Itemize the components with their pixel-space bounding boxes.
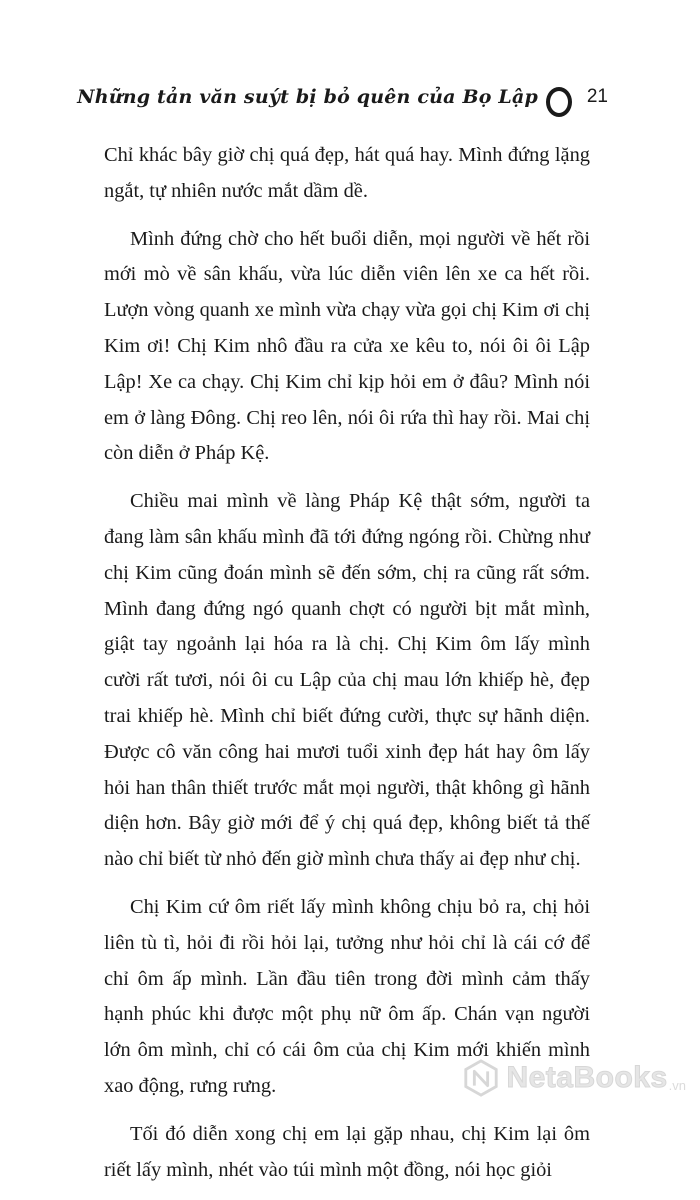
paragraph: Chiều mai mình về làng Pháp Kệ thật sớm, người ta đang làm sân khấu mình đã tới đứng ngóng rồi. Chừng như chị Kim cũng đoán mình sẽ đến sớm, chị ra cũng rất sớm. Mình đang đứng ngó quanh chợt có người bịt mắt mình, giật tay ngoảnh lại hóa ra là chị. Chị Kim ôm lấy mình cười rất tươi, nói ôi cu Lập của chị mau lớn khiếp hè, đẹp trai khiếp hè. Mình chỉ biết đứng cười, thực sự hãnh diện. Được cô văn công hai mươi tuổi xinh đẹp hát hay ôm lấy hỏi han thân thiết trước mắt mọi người, thật không gì hãnh diện hơn. Bây giờ mới để ý chị quá đẹp, không biết tả thế nào chỉ biết từ nhỏ đến giờ mình chưa thấy ai đẹp như chị.: [104, 490, 590, 871]
watermark-suffix: .vn: [668, 1078, 686, 1093]
paragraph: Tối đó diễn xong chị em lại gặp nhau, chị Kim lại ôm riết lấy mình, nhét vào túi mình một đồng, nói học giỏi: [104, 1122, 590, 1181]
netabooks-logo-icon: [462, 1059, 500, 1097]
running-title: Những tản văn suýt bị bỏ quên của Bọ Lập: [77, 86, 538, 108]
body-text: [104, 138, 590, 1200]
header-ornament-circle-icon: [546, 87, 572, 117]
paragraph: Chị Kim cứ ôm riết lấy mình không chịu bỏ ra, chị hỏi liên tù tì, hỏi đi rồi hỏi lại, tưởng như hỏi chỉ là cái cớ để chỉ ôm ấp mình. Lần đầu tiên trong đời mình cảm thấy hạnh phúc khi được một phụ nữ ôm ấp. Chán vạn người lớn ôm mình, chỉ có cái ôm của chị Kim mới khiến mình xao động, rưng rưng.: [104, 895, 590, 1097]
watermark: [462, 1059, 686, 1097]
paragraph: Chỉ khác bây giờ chị quá đẹp, hát quá hay. Mình đứng lặng ngắt, tự nhiên nước mắt dầm dề.: [104, 144, 590, 202]
paragraph: Mình đứng chờ cho hết buổi diễn, mọi người về hết rồi mới mò về sân khấu, vừa lúc diễn viên lên xe ca hết rồi. Lượn vòng quanh xe mình vừa chạy vừa gọi chị Kim ơi chị Kim ơi! Chị Kim nhô đầu ra cửa xe kêu to, nói ôi ôi Lập Lập! Xe ca chạy. Chị Kim chỉ kịp hỏi em ở đâu? Mình nói em ở làng Đông. Chị reo lên, nói ôi rứa thì hay rồi. Mai chị còn diễn ở Pháp Kệ.: [104, 227, 590, 465]
watermark-brand: NetaBooks: [506, 1061, 668, 1094]
page-number: 21: [586, 86, 608, 107]
running-header: [77, 80, 608, 124]
